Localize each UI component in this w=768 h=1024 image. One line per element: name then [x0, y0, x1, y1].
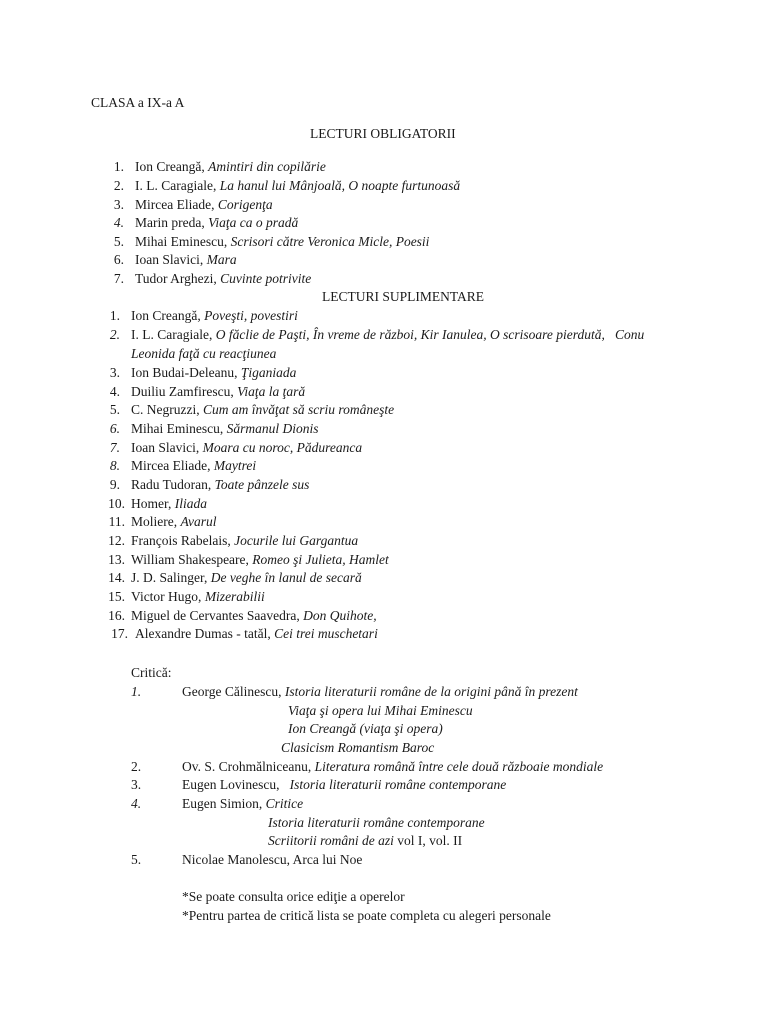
note: *Se poate consulta orice ediţie a operelor	[182, 889, 405, 904]
item-text: I. L. Caragiale, La hanul lui Mânjoală, O noapte furtunoasă	[135, 178, 461, 193]
item-text: Mircea Eliade, Corigenţa	[135, 197, 273, 212]
item-number: 6.	[109, 421, 120, 436]
section-title-obligatorii: LECTURI OBLIGATORII	[310, 126, 456, 141]
item-number: 16.	[108, 608, 125, 623]
item-number: 9.	[109, 477, 120, 492]
item-number: 12.	[108, 533, 125, 548]
sub-item: Istoria literaturii române contemporane	[268, 815, 485, 830]
item-text: Ion Creangă, Poveşti, povestiri	[131, 308, 298, 323]
item-text: J. D. Salinger, De veghe în lanul de secară	[131, 570, 362, 585]
sub-item: Viaţa şi opera lui Mihai Eminescu	[288, 703, 473, 718]
item-number: 3.	[131, 777, 142, 792]
item-number: 1.	[113, 159, 124, 174]
item-text: Miguel de Cervantes Saavedra, Don Quihote,	[131, 608, 377, 623]
item-text: William Shakespeare, Romeo şi Julieta, Hamlet	[131, 552, 389, 567]
sub-item: Clasicism Romantism Baroc	[281, 740, 435, 755]
item-number: 1.	[131, 684, 142, 699]
item-number: 13.	[108, 552, 125, 567]
item-number: 2.	[131, 759, 142, 774]
item-text: Tudor Arghezi, Cuvinte potrivite	[135, 271, 312, 286]
item-number: 7.	[113, 271, 124, 286]
sub-item: Scriitorii români de azi vol I, vol. II	[268, 833, 463, 848]
item-text: Eugen Simion, Critice	[182, 796, 304, 811]
item-number: 4.	[109, 384, 120, 399]
item-text: I. L. Caragiale, O făclie de Paşti, În vreme de război, Kir Ianulea, O scrisoare pierdută, Conu	[131, 327, 645, 342]
item-text: George Călinescu, Istoria literaturii române de la origini până în prezent	[182, 684, 578, 699]
item-number: 5.	[131, 852, 142, 867]
item-number: 15.	[108, 589, 125, 604]
item-number: 3.	[113, 197, 124, 212]
item-text: Victor Hugo, Mizerabilii	[131, 589, 265, 604]
item-text: Alexandre Dumas - tatăl, Cei trei muschetari	[135, 626, 378, 641]
item-text: Moliere, Avarul	[131, 514, 217, 529]
item-text: Mihai Eminescu, Sărmanul Dionis	[131, 421, 319, 436]
item-text: Mircea Eliade, Maytrei	[131, 458, 257, 473]
note: *Pentru partea de critică lista se poate completa cu alegeri personale	[182, 908, 551, 923]
item-text: Eugen Lovinescu, Istoria literaturii române contemporane	[182, 777, 507, 792]
item-number: 4.	[131, 796, 142, 811]
item-text: Duiliu Zamfirescu, Viaţa la ţară	[131, 384, 306, 399]
item-text: C. Negruzzi, Cum am învăţat să scriu româneşte	[131, 402, 395, 417]
item-number: 4.	[113, 215, 124, 230]
item-text: Nicolae Manolescu, Arca lui Noe	[182, 852, 363, 867]
item-number: 6.	[113, 252, 124, 267]
item-text: Marin preda, Viaţa ca o pradă	[135, 215, 299, 230]
item-number: 10.	[108, 496, 125, 511]
item-number: 2.	[109, 327, 120, 342]
item-number: 1.	[109, 308, 120, 323]
item-text: François Rabelais, Jocurile lui Gargantua	[131, 533, 359, 548]
item-text: Homer, Iliada	[131, 496, 207, 511]
item-number: 5.	[109, 402, 120, 417]
item-number: 5.	[113, 234, 124, 249]
item-text: Ion Budai-Deleanu, Ţiganiada	[131, 365, 297, 380]
critica-heading: Critică:	[131, 665, 172, 680]
item-text: Ov. S. Crohmălniceanu, Literatura română între cele două războaie mondiale	[182, 759, 604, 774]
item-number: 3.	[109, 365, 120, 380]
item-text: Ion Creangă, Amintiri din copilărie	[135, 159, 326, 174]
item-number: 14.	[108, 570, 125, 585]
section-title-suplimentare: LECTURI SUPLIMENTARE	[322, 289, 485, 304]
item-number: 8.	[109, 458, 120, 473]
sub-item: Ion Creangă (viaţa şi opera)	[288, 721, 443, 736]
item-number: 2.	[113, 178, 124, 193]
item-text: Ioan Slavici, Mara	[135, 252, 237, 267]
item-text: Ioan Slavici, Moara cu noroc, Pădureanca	[131, 440, 363, 455]
item-text: Radu Tudoran, Toate pânzele sus	[131, 477, 310, 492]
item-number: 11.	[108, 514, 125, 529]
class-heading: CLASA a IX-a A	[91, 95, 185, 110]
item-number: 17.	[111, 626, 128, 641]
item-text: Mihai Eminescu, Scrisori către Veronica Micle, Poesii	[135, 234, 430, 249]
item-number: 7.	[109, 440, 120, 455]
item-text-continued: Leonida faţă cu reacţiunea	[131, 346, 277, 361]
